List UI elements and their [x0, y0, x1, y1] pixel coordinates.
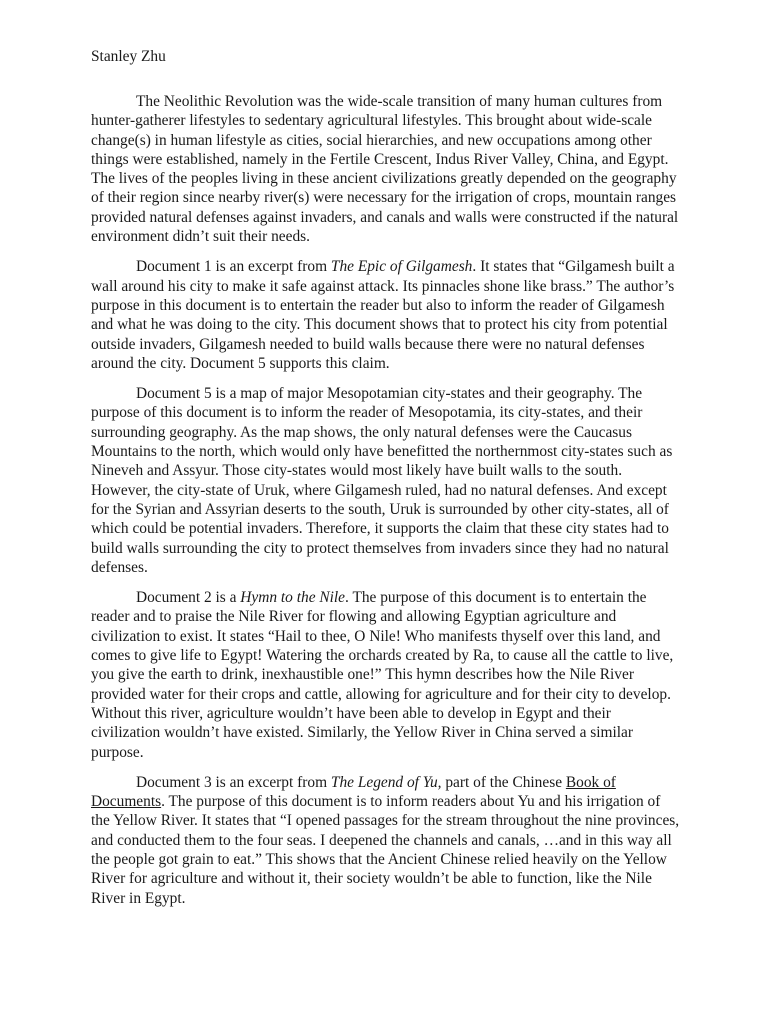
- book-title: Book of Documents: [91, 773, 616, 811]
- paragraph-document-2: [91, 588, 681, 762]
- work-title: The Legend of Yu,: [330, 773, 442, 791]
- paragraph-text: . The purpose of this document is to inform readers about Yu and his irrigation of the Yellow River. It states that “I opened passages for the stream throughout the nine provinces, and conducted them to the four seas. I deepened the channels and canals, …and in this way all the people got grain to eat.” This shows that the Ancient Chinese relied heavily on the Yellow River for agriculture and without it, their society wouldn’t be able to function, like the Nile River in Egypt.: [91, 793, 680, 907]
- paragraph-text: . The purpose of this document is to entertain the reader and to praise the Nile River for flowing and allowing Egyptian agriculture and civilization to exist. It states “Hail to thee, O Nile! Who manifests thyself over this land, and comes to give life to Egypt! Watering the orchards created by Ra, to cause all the cattle to live, you give the earth to drink, inexhaustible one!” This hymn describes how the Nile River provided water for their crops and cattle, allowing for agriculture and for their city to develop. Without this river, agriculture wouldn’t have been able to develop in Egypt and their civilization wouldn’t have existed. Similarly, the Yellow River in China served a similar purpose.: [91, 589, 674, 761]
- paragraph-text: part of the Chinese: [441, 773, 566, 791]
- paragraph-intro: [91, 92, 681, 246]
- paragraph-text: Document 3 is an excerpt from: [136, 773, 331, 791]
- paragraph-document-3: [91, 773, 681, 908]
- paragraph-text: Document 2 is a: [136, 589, 241, 607]
- paragraph-text: Document 5 is a map of major Mesopotamian city-states and their geography. The purpose of this document is to inform the reader of Mesopotamia, its city-states, and their surrounding geography. As the map shows, the only natural defenses were the Caucasus Mountains to the north, which would only have benefitted the northernmost city-states such as Nineveh and Assyur. Those city-states would most likely have built walls to the south. However, the city-state of Uruk, where Gilgamesh ruled, had no natural defenses. And except for the Syrian and Assyrian deserts to the south, Uruk is surrounded by other city-states, all of which could be potential invaders. Therefore, it supports the claim that these city states had to build walls surrounding the city to protect themselves from invaders since they had no natural defenses.: [91, 385, 673, 576]
- paragraph-document-1: [91, 257, 681, 373]
- paragraph-text: Document 1 is an excerpt from: [136, 258, 331, 276]
- work-title: The Epic of Gilgamesh: [330, 258, 473, 276]
- paragraph-text: The Neolithic Revolution was the wide-scale transition of many human cultures from hunter-gatherer lifestyles to sedentary agricultural lifestyles. This brought about wide-scale change(s) in human lifestyle as cities, social hierarchies, and new occupations among other things were established, namely in the Fertile Crescent, Indus River Valley, China, and Egypt. The lives of the peoples living in these ancient civilizations greatly depended on the geography of their region since nearby river(s) were necessary for the irrigation of crops, mountain ranges provided natural defenses against invaders, and canals and walls were constructed if the natural environment didn’t suit their needs.: [91, 93, 679, 246]
- author-name: Stanley Zhu: [91, 48, 166, 65]
- paragraph-text: . It states that “Gilgamesh built a wall around his city to make it safe against attack. Its pinnacles shone like brass.” The author’s purpose in this document is to entertain the reader but also to inform the reader of Gilgamesh and what he was doing to the city. This document shows that to protect his city from potential outside invaders, Gilgamesh needed to build walls because there were no natural defenses around the city. Document 5 supports this claim.: [91, 258, 675, 372]
- essay-body: [91, 92, 681, 919]
- paragraph-document-5: [91, 384, 681, 577]
- work-title: Hymn to the Nile: [240, 589, 346, 607]
